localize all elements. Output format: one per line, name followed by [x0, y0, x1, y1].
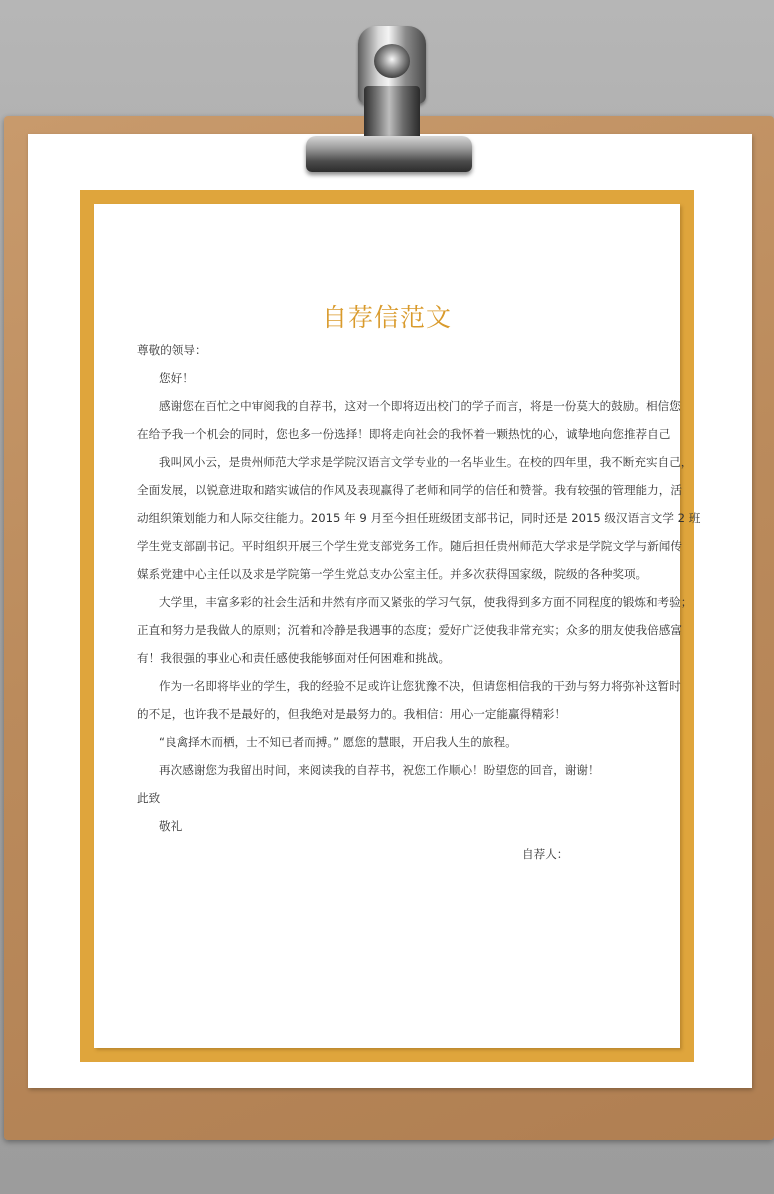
paragraph-line: 感谢您在百忙之中审阅我的自荐书，这对一个即将迈出校门的学子而言，将是一份莫大的鼓励。相信您	[159, 399, 681, 413]
paragraph-line: 正直和努力是我做人的原则；沉着和冷静是我遇事的态度；爱好广泛使我非常充实；众多的朋友使我倍感富	[137, 623, 682, 637]
clip-base	[306, 136, 472, 172]
paragraph-line: 大学里，丰富多彩的社会生活和井然有序而又紧张的学习气氛，使我得到多方面不同程度的锻炼和考验；	[159, 595, 693, 609]
letter-title: 自荐信范文	[321, 303, 452, 332]
paragraph-line: “良禽择木而栖，士不知已者而搏。” 愿您的慧眼，开启我人生的旅程。	[159, 735, 517, 749]
paragraph-line: 学生党支部副书记。平时组织开展三个学生党支部党务工作。随后担任贵州师范大学求是学院文学与新闻传	[137, 539, 682, 553]
paragraph-line: 全面发展，以锐意进取和踏实诚信的作风及表现赢得了老师和同学的信任和赞誉。我有较强的管理能力，活	[137, 483, 682, 497]
paragraph-line: 动组织策划能力和人际交往能力。2015 年 9 月至今担任班级团支部书记，同时还是 2015 级汉语言文学 2 班	[137, 511, 701, 525]
paragraph-line: 我叫风小云，是贵州师范大学求是学院汉语言文学专业的一名毕业生。在校的四年里，我不断充实自己，	[159, 455, 693, 469]
paragraph-line: 的不足，也许我不是最好的，但我绝对是最努力的。我相信：用心一定能赢得精彩！	[137, 707, 566, 721]
clip-hole	[374, 44, 410, 78]
signature: 自荐人：	[522, 847, 569, 861]
greeting: 您好！	[159, 371, 194, 385]
paragraph-line: 有！我很强的事业心和责任感使我能够面对任何困难和挑战。	[137, 651, 451, 665]
paragraph-line: 作为一名即将毕业的学生，我的经验不足或许让您犹豫不决，但请您相信我的干劲与努力将弥补这暂时	[159, 679, 681, 693]
salutation: 尊敬的领导：	[137, 343, 207, 357]
paragraph-line: 再次感谢您为我留出时间，来阅读我的自荐书，祝您工作顺心！盼望您的回音，谢谢！	[159, 763, 600, 777]
paragraph-line: 媒系党建中心主任以及求是学院第一学生党总支办公室主任。并多次获得国家级，院级的各种奖项。	[137, 567, 648, 581]
closing-line: 敬礼	[159, 819, 183, 833]
paragraph-line: 在给予我一个机会的同时，您也多一份选择！即将走向社会的我怀着一颗热忱的心，诚挚地向您推荐自己	[137, 427, 671, 441]
binder-clip	[300, 26, 476, 176]
closing-line: 此致	[137, 791, 161, 805]
